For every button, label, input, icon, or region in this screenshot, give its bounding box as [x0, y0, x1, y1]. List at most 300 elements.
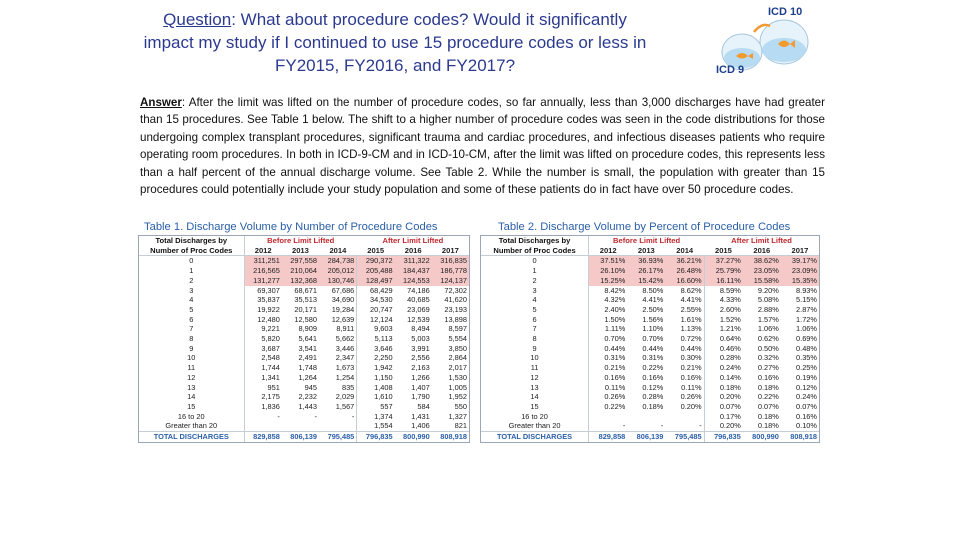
table-cell: 12,480	[257, 314, 280, 324]
table-cell: 0.31%	[604, 353, 626, 363]
table-cell: -	[277, 411, 280, 421]
table-cell: 0.28%	[642, 392, 664, 402]
row-label: 6	[139, 315, 244, 325]
table-cell: 821	[454, 421, 467, 431]
table-cell: 796,835	[357, 432, 395, 442]
table-cell: 8.50%	[642, 285, 664, 295]
table-cell: 69,307	[257, 285, 280, 295]
logo-bottom-label: ICD 9	[716, 64, 745, 76]
row-label: 3	[139, 286, 244, 296]
table-cell: 4.33%	[704, 295, 743, 305]
table-cell: 210,064	[282, 266, 319, 276]
table1	[138, 235, 470, 443]
table2-row-header-line1: Total Discharges by	[481, 236, 589, 246]
table-cell: 2,017	[448, 363, 467, 373]
table-cell: 0.16%	[796, 411, 817, 421]
table-cell: 2.60%	[704, 305, 743, 315]
row-label: 10	[481, 353, 589, 363]
table-cell: 0.16%	[604, 372, 626, 382]
table-row	[139, 324, 469, 334]
table-cell: 74,186	[407, 285, 430, 295]
table-cell: 8.42%	[604, 285, 626, 295]
table-cell: 15.25%	[589, 276, 628, 286]
row-label: 12	[481, 373, 589, 383]
table-row	[481, 305, 819, 315]
row-label: 8	[481, 334, 589, 344]
table-cell: 0.32%	[757, 353, 779, 363]
table1-year-header: 2017	[432, 246, 469, 256]
table-cell: 795,485	[319, 432, 357, 442]
table-cell: 0.44%	[642, 343, 664, 353]
row-label: 14	[481, 392, 589, 402]
table-cell: 19,284	[331, 304, 355, 314]
table-row	[139, 295, 469, 305]
table-cell: 9.20%	[757, 285, 779, 295]
row-label: TOTAL DISCHARGES	[481, 432, 589, 442]
table-cell: 8,911	[336, 324, 355, 334]
answer-text	[140, 94, 825, 198]
row-label: 3	[481, 286, 589, 296]
row-label: Greater than 20	[481, 421, 589, 431]
table-cell: 37.51%	[589, 256, 628, 266]
row-label: 0	[481, 256, 589, 266]
table-cell: 0.19%	[796, 372, 817, 382]
table-cell: 1,942	[357, 363, 395, 373]
table-row	[481, 421, 819, 431]
table-cell: 0.18%	[704, 383, 743, 393]
table-row	[139, 334, 469, 344]
row-label: 9	[481, 344, 589, 354]
table-cell: 1.57%	[757, 314, 779, 324]
table-cell: 12,639	[331, 314, 355, 324]
table-cell	[282, 421, 319, 431]
row-label: 11	[481, 363, 589, 373]
row-label: 8	[139, 334, 244, 344]
table-cell: 3,991	[411, 343, 430, 353]
table-cell: 0.16%	[642, 372, 664, 382]
table-cell: 0.31%	[642, 353, 664, 363]
table1-caption: Table 1. Discharge Volume by Number of Procedure Codes	[144, 221, 438, 233]
table-cell: 806,139	[627, 432, 665, 442]
table-cell: 34,530	[357, 295, 395, 305]
table-cell: 5.15%	[796, 295, 817, 305]
table-cell: 2,175	[261, 392, 280, 402]
table-cell: 5,662	[335, 334, 355, 344]
table1-year-header: 2012	[244, 246, 282, 256]
table-cell: 808,918	[432, 432, 469, 442]
table-cell: 1,005	[448, 382, 467, 392]
row-label: Greater than 20	[139, 421, 244, 431]
table-cell: 205,488	[357, 266, 395, 276]
table-cell: 1,748	[298, 363, 318, 373]
table-cell: 796,835	[704, 432, 743, 442]
table-cell: 1,567	[335, 401, 355, 411]
table-cell: 8,494	[411, 324, 430, 334]
table-cell: 2.88%	[757, 304, 779, 314]
table-cell: 2,347	[335, 353, 355, 363]
table-cell: 0.07%	[704, 402, 743, 412]
table-cell: 0.17%	[704, 412, 743, 422]
table-cell: 35,837	[257, 295, 280, 305]
table-cell: 19,922	[257, 304, 280, 314]
table-cell: 3,446	[335, 343, 355, 353]
table-cell: 67,686	[331, 285, 355, 295]
table-cell: 2,556	[411, 353, 430, 363]
table-cell: 128,497	[357, 276, 395, 286]
table-cell: 23.05%	[743, 266, 781, 276]
table-cell: 0.22%	[757, 392, 779, 402]
table-cell: 130,746	[319, 276, 357, 286]
table-row	[139, 344, 469, 354]
table-cell: 1,374	[357, 412, 395, 422]
table-cell: 1.10%	[642, 324, 664, 334]
table-row	[139, 256, 469, 266]
table-cell: 284,738	[319, 256, 357, 266]
table-cell: 311,251	[244, 256, 282, 266]
table-cell: 2.55%	[680, 304, 702, 314]
table-cell: -	[660, 421, 664, 431]
table-cell: 0.64%	[704, 334, 743, 344]
table-cell: 12,580	[294, 314, 318, 324]
table-row	[139, 421, 469, 431]
table-cell: 2,491	[298, 353, 318, 363]
table2-year-header: 2012	[589, 246, 628, 256]
table2	[480, 235, 820, 443]
table2-group-after: After Limit Lifted	[731, 236, 792, 245]
table-cell: 0.46%	[704, 344, 743, 354]
table-row	[481, 344, 819, 354]
table-cell: 184,437	[395, 266, 432, 276]
table-row	[139, 266, 469, 276]
table-cell: 0.24%	[704, 363, 743, 373]
table-cell: 25.79%	[704, 266, 743, 276]
table-row	[481, 266, 819, 276]
table-cell: 1,431	[411, 411, 430, 421]
table-cell	[319, 421, 357, 431]
table-cell: 1,150	[357, 373, 395, 383]
table-row	[139, 276, 469, 286]
table-cell: 0.62%	[757, 334, 779, 344]
table-cell: 15.42%	[627, 276, 665, 286]
table-cell: 0.48%	[796, 343, 817, 353]
table-cell: 41,620	[444, 295, 467, 305]
table-cell: 26.48%	[665, 266, 704, 276]
table2-body	[481, 256, 819, 442]
table-cell: 2,864	[448, 353, 467, 363]
table-cell: 0.11%	[604, 382, 626, 392]
question-label: Question	[163, 10, 232, 29]
table-cell: 0.18%	[757, 382, 779, 392]
table-cell: 15.35%	[781, 276, 819, 286]
table-row	[139, 315, 469, 325]
table-cell: 1,264	[298, 372, 318, 382]
table-cell: 131,277	[244, 276, 282, 286]
table-row	[139, 383, 469, 393]
table-cell: 205,012	[319, 266, 357, 276]
table-row	[481, 412, 819, 422]
table-cell: 0.11%	[681, 382, 702, 392]
table-cell: 1,952	[448, 392, 467, 402]
table-cell: 0.70%	[604, 334, 626, 344]
table-cell: 1,408	[357, 383, 395, 393]
question-text	[140, 8, 650, 77]
table-cell: 0.20%	[680, 401, 702, 411]
table-cell: 3,850	[448, 343, 467, 353]
table-row	[481, 392, 819, 402]
table-cell: 0.30%	[680, 353, 702, 363]
table-cell: 12,539	[407, 314, 430, 324]
table-cell: 38.62%	[743, 256, 781, 266]
table2-year-header: 2013	[627, 246, 665, 256]
table-cell: 36.93%	[627, 256, 665, 266]
table-row	[139, 363, 469, 373]
table-cell: 16.11%	[704, 276, 743, 286]
table-row	[481, 256, 819, 266]
table-cell: 1.52%	[704, 315, 743, 325]
table-row	[139, 373, 469, 383]
table-cell: 124,137	[432, 276, 469, 286]
row-label: 0	[139, 256, 244, 266]
table-cell: 584	[417, 401, 430, 411]
table1-group-before: Before Limit Lifted	[267, 236, 335, 245]
table1-body	[139, 256, 469, 442]
table-cell: 557	[357, 402, 395, 412]
table-cell: -	[314, 411, 318, 421]
table-cell: 1,790	[411, 392, 430, 402]
row-label: TOTAL DISCHARGES	[139, 432, 244, 442]
row-label: 16 to 20	[139, 412, 244, 422]
row-label: 1	[139, 266, 244, 276]
table-cell: 40,685	[407, 295, 430, 305]
row-label: 7	[139, 324, 244, 334]
row-label: 16 to 20	[481, 412, 589, 422]
table-cell: 0.44%	[680, 343, 702, 353]
table-cell: 216,565	[244, 266, 282, 276]
table-cell: 829,858	[589, 432, 628, 442]
table-cell: 0.69%	[796, 334, 817, 344]
table-row	[481, 383, 819, 393]
table-cell: 16.60%	[665, 276, 704, 286]
table-cell: 1,407	[411, 382, 430, 392]
table1-row-header-line2: Number of Proc Codes	[139, 246, 244, 256]
table-cell: 1,836	[261, 401, 280, 411]
table-cell: 132,368	[282, 276, 319, 286]
table-cell: 8.59%	[704, 286, 743, 296]
table2-total-row	[481, 432, 819, 442]
table-cell: 8.62%	[680, 285, 702, 295]
table-cell: 1,341	[261, 372, 280, 382]
table-cell: 2.87%	[796, 304, 817, 314]
row-label: 10	[139, 353, 244, 363]
table-row	[481, 363, 819, 373]
table-cell: 1.11%	[604, 324, 626, 334]
table-cell: 1.21%	[704, 324, 743, 334]
table-cell: 795,485	[665, 432, 704, 442]
row-label: 5	[481, 305, 589, 315]
table-cell: 186,778	[432, 266, 469, 276]
table-cell: 0.44%	[604, 343, 626, 353]
table-row	[139, 305, 469, 315]
table-cell: 0.20%	[704, 392, 743, 402]
row-label: 2	[481, 276, 589, 286]
table-cell: 2,232	[298, 392, 318, 402]
table-row	[481, 276, 819, 286]
table2-year-header: 2017	[781, 246, 819, 256]
table-cell: 0.25%	[796, 363, 817, 373]
table-row	[481, 324, 819, 334]
table-cell: 5,113	[357, 334, 395, 344]
question-body: : What about procedure codes? Would it significantly impact my study if I continued to use 15 procedure codes or less in FY2015, FY2016, and FY2017?	[143, 10, 647, 75]
table-row	[481, 315, 819, 325]
table-cell: 0.24%	[796, 392, 817, 402]
table-cell: 1,254	[335, 372, 355, 382]
table-cell: 13,898	[444, 314, 467, 324]
table-cell: 0.07%	[796, 401, 817, 411]
row-label: 6	[481, 315, 589, 325]
table-cell: 1.06%	[796, 324, 817, 334]
table-row	[481, 334, 819, 344]
table-cell: 829,858	[244, 432, 282, 442]
table-cell	[244, 421, 282, 431]
table-cell: -	[622, 421, 626, 431]
table-row	[139, 286, 469, 296]
table-cell: 0.21%	[680, 363, 702, 373]
row-label: 12	[139, 373, 244, 383]
table-cell: 0.20%	[704, 421, 743, 431]
table-cell: -	[351, 411, 355, 421]
table-cell: 26.10%	[589, 266, 628, 276]
table-cell: 2,029	[335, 392, 355, 402]
table-cell: 3,687	[261, 343, 280, 353]
table-row	[139, 402, 469, 412]
table-cell: 1,554	[357, 421, 395, 431]
table2-year-header: 2016	[743, 246, 781, 256]
table-cell: 0.12%	[642, 382, 664, 392]
table-cell: 20,171	[294, 304, 318, 314]
table-cell: 2.50%	[642, 304, 664, 314]
table-cell: 5,554	[448, 334, 467, 344]
row-label: 4	[139, 295, 244, 305]
table-row	[139, 392, 469, 402]
table1-year-header: 2013	[282, 246, 319, 256]
row-label: 4	[481, 295, 589, 305]
row-label: 1	[481, 266, 589, 276]
table1-year-header: 2016	[395, 246, 432, 256]
table-cell: 1,610	[357, 392, 395, 402]
table-cell: 945	[304, 382, 318, 392]
table-cell	[665, 412, 704, 422]
table-cell: 124,553	[395, 276, 432, 286]
answer-body: : After the limit was lifted on the number of procedure codes, so far annually, less than 3,000 discharges have had greater than 15 procedures. See Table 1 below. The shift to a higher number of procedure codes was seen in the code distributions for those undergoing complex transplant procedures, significant trauma and cardiac procedures, and infectious diseases patients who require operating room procedures. In both in ICD-9-CM and in ICD-10-CM, after the limit was lifted on procedure codes, this represents less than a half percent of the annual discharge volume. See Table 2. While the number is small, the population with greater than 15 procedures could potentially include your study population and some of these patients do in fact have over 50 procedure codes.	[140, 96, 825, 197]
table-cell: 12,124	[357, 315, 395, 325]
row-label: 14	[139, 392, 244, 402]
row-label: 11	[139, 363, 244, 373]
table-cell: 835	[341, 382, 355, 392]
table-cell: 1.56%	[642, 314, 664, 324]
table2-group-before: Before Limit Lifted	[613, 236, 681, 245]
table-cell: 0.12%	[796, 382, 817, 392]
table-cell: 15.58%	[743, 276, 781, 286]
table-cell: -	[699, 421, 702, 431]
table-cell: 290,372	[357, 256, 395, 266]
table1-row-header-line1: Total Discharges by	[139, 236, 244, 246]
table2-year-header: 2015	[704, 246, 743, 256]
table-cell: 5.08%	[757, 295, 779, 305]
row-label: 2	[139, 276, 244, 286]
table-cell: 20,747	[357, 305, 395, 315]
table1-group-after: After Limit Lifted	[382, 236, 444, 245]
row-label: 9	[139, 344, 244, 354]
table-cell: 1,530	[448, 372, 467, 382]
table2-grid	[481, 236, 819, 442]
table-cell: 2,548	[261, 353, 280, 363]
table2-caption: Table 2. Discharge Volume by Percent of Procedure Codes	[498, 221, 791, 233]
table-cell: 0.18%	[642, 401, 664, 411]
table-cell: 1.61%	[680, 314, 702, 324]
logo-top-label: ICD 10	[768, 6, 803, 18]
table-cell: 3,541	[298, 343, 318, 353]
table-cell: 0.72%	[680, 334, 702, 344]
table2-row-header-line2: Number of Proc Codes	[481, 246, 589, 256]
table-cell: 68,429	[357, 286, 395, 296]
table-cell: 1,443	[298, 401, 318, 411]
table-cell: 1.72%	[796, 314, 817, 324]
table-cell: 316,835	[432, 256, 469, 266]
table-cell: 951	[267, 382, 280, 392]
table-cell: 23,069	[407, 304, 430, 314]
table-cell: 68,671	[294, 285, 318, 295]
table-row	[481, 402, 819, 412]
table1-total-row	[139, 432, 469, 442]
table2-year-header: 2014	[665, 246, 704, 256]
table-cell: 8,597	[448, 324, 467, 334]
table-cell: 72,302	[444, 285, 467, 295]
table-cell: 297,558	[282, 256, 319, 266]
table-cell: 311,322	[395, 256, 432, 266]
row-label: 13	[481, 383, 589, 393]
table-cell: 35,513	[294, 295, 318, 305]
table-cell: 800,990	[395, 432, 432, 442]
table-cell: 800,990	[743, 432, 781, 442]
table-row	[139, 353, 469, 363]
table-cell: 0.07%	[757, 401, 779, 411]
table-row	[139, 412, 469, 422]
table-cell: 0.26%	[604, 392, 626, 402]
table-cell: 5,003	[411, 334, 430, 344]
table-cell: 9,221	[261, 324, 280, 334]
table-cell: 36.21%	[665, 256, 704, 266]
table-row	[481, 353, 819, 363]
table-cell: 34,690	[331, 295, 355, 305]
table-row	[481, 295, 819, 305]
table-cell: 4.32%	[604, 295, 626, 305]
table-cell: 0.27%	[757, 363, 779, 373]
table-cell: 808,918	[781, 432, 819, 442]
table-cell: 8.93%	[796, 285, 817, 295]
table-cell: 2,250	[357, 353, 395, 363]
table-cell: 23,193	[444, 304, 467, 314]
table-cell: 4.41%	[680, 295, 702, 305]
table-cell: 0.21%	[604, 363, 626, 373]
table-cell	[589, 412, 628, 422]
table1-year-header: 2014	[319, 246, 357, 256]
table-cell	[627, 412, 665, 422]
table-cell: 3,646	[357, 344, 395, 354]
table1-grid	[139, 236, 469, 442]
table-cell: 9,603	[357, 324, 395, 334]
table-cell: 2,163	[411, 363, 430, 373]
table-cell: 0.14%	[704, 373, 743, 383]
